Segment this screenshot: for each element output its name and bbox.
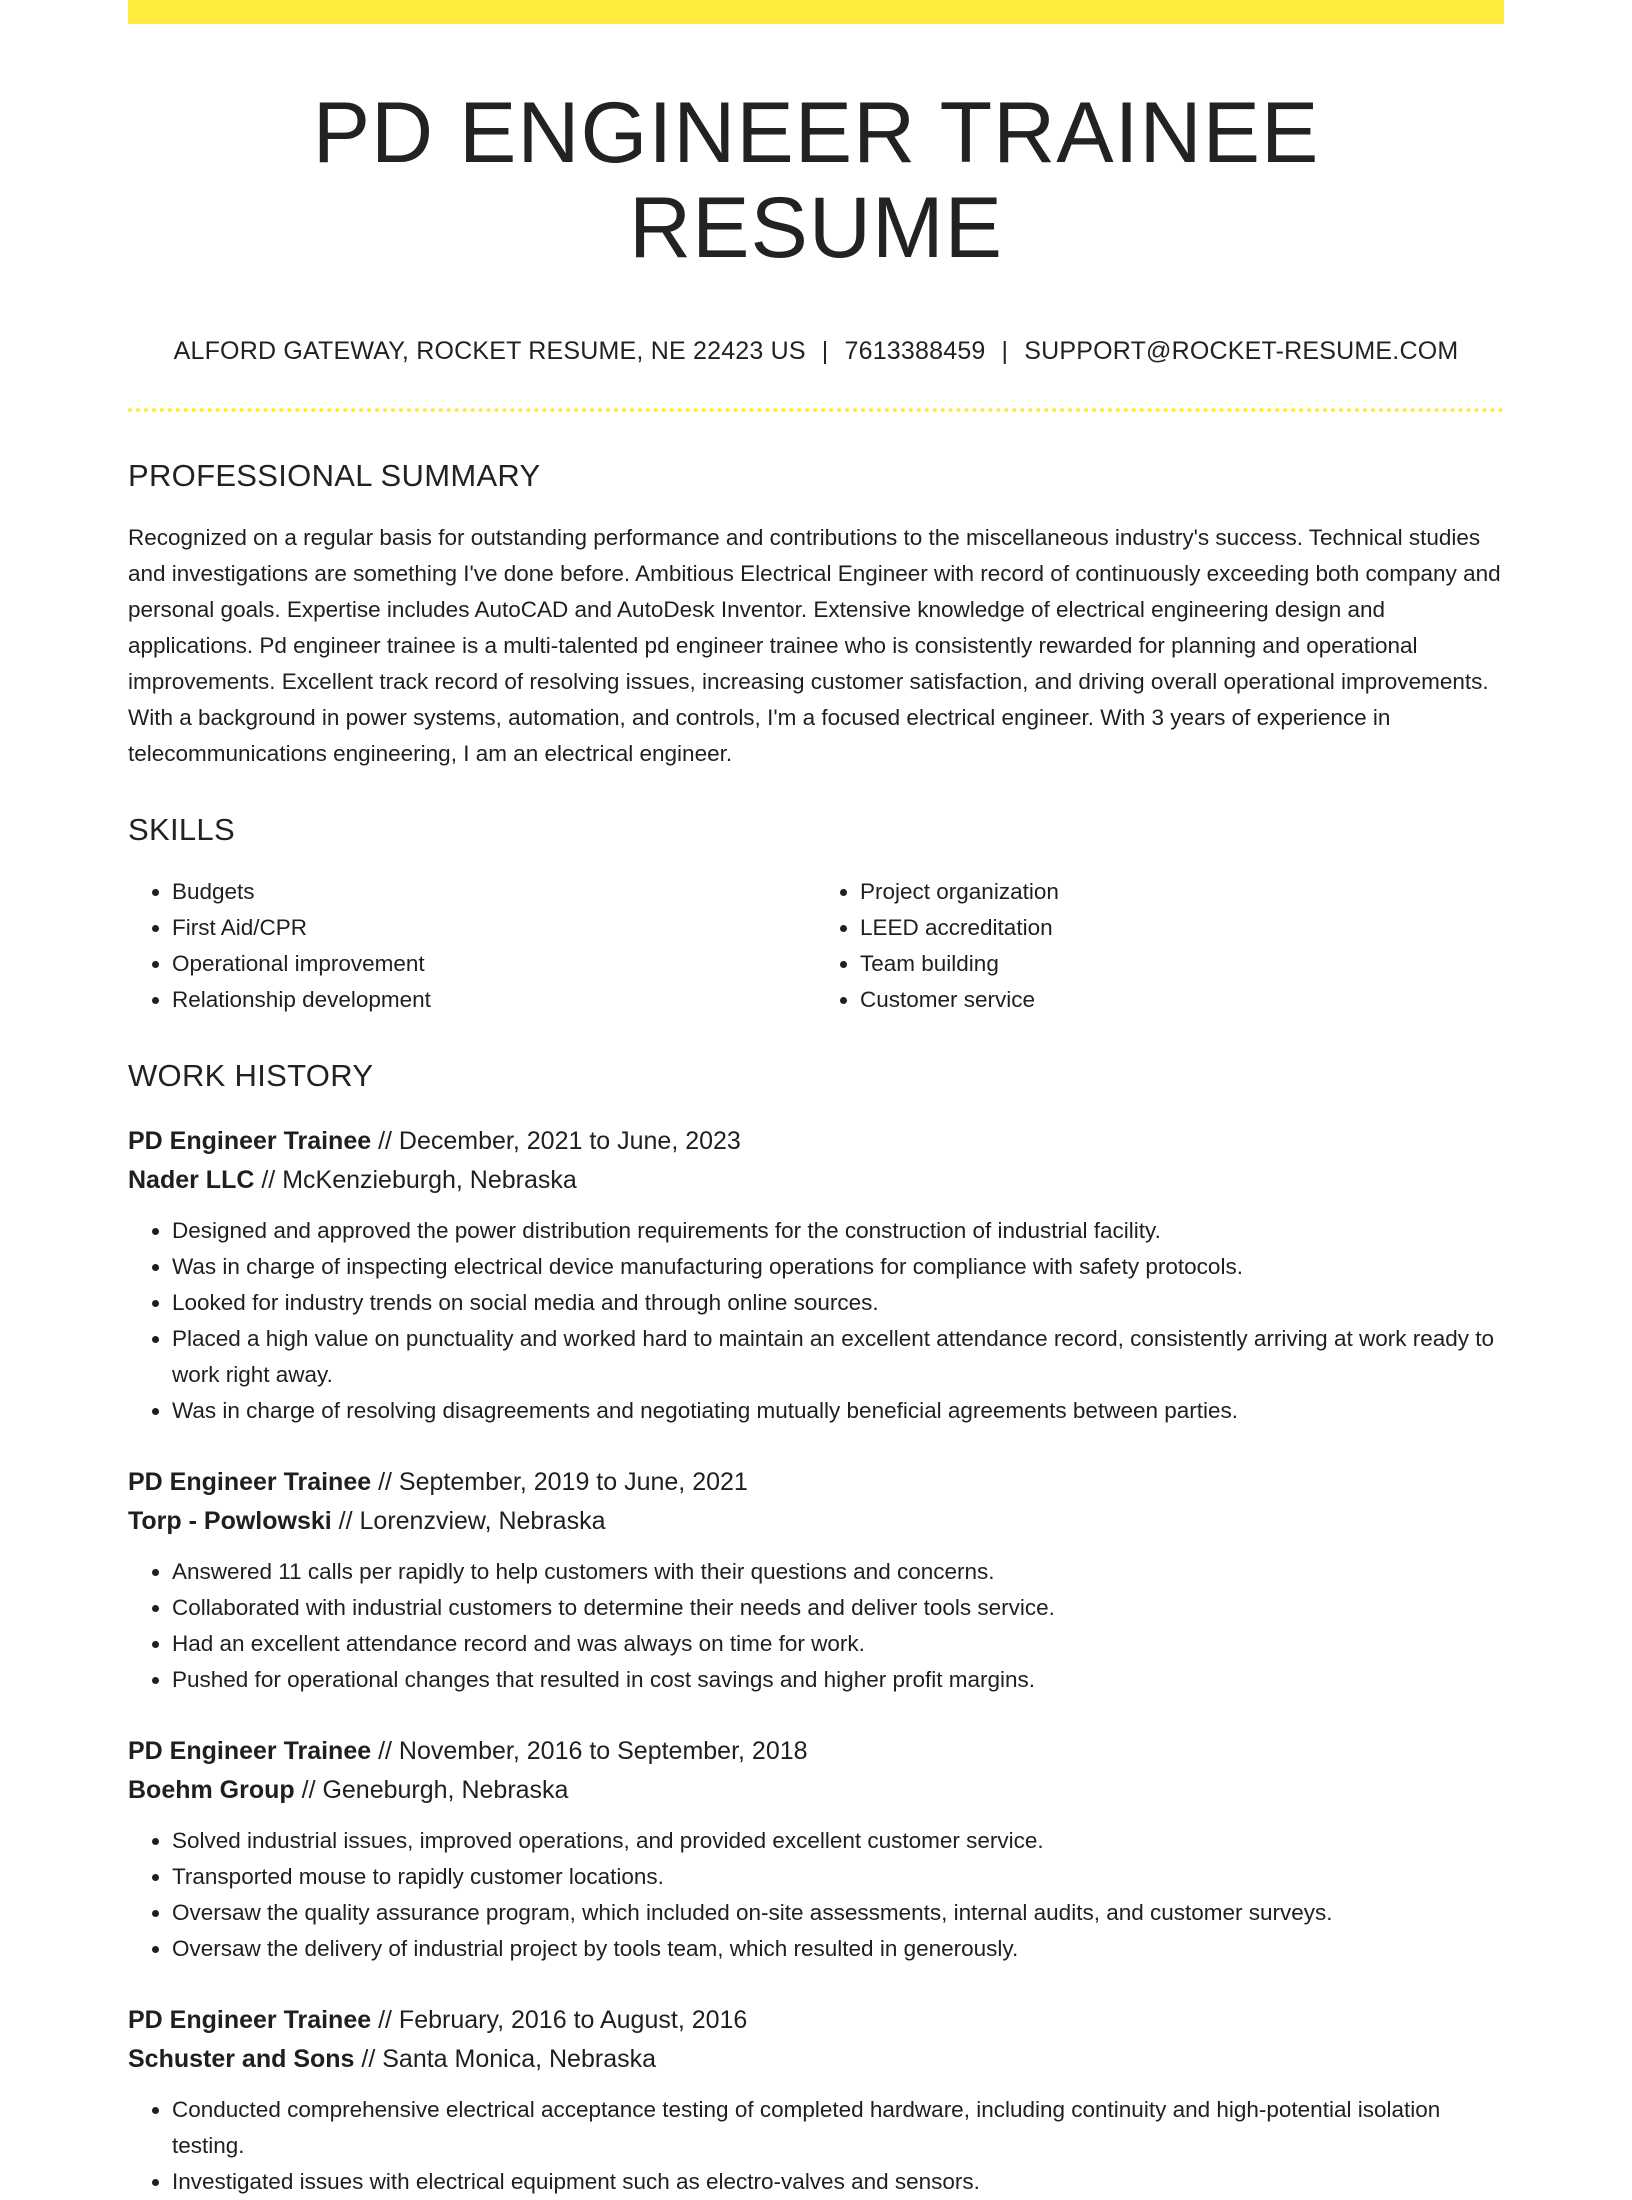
contact-separator: | [1001, 337, 1009, 366]
job-title: PD Engineer Trainee [128, 1737, 372, 1766]
skill-item: • Relationship development [172, 982, 816, 1018]
job-company-line [128, 1502, 1504, 1541]
skill-item: • LEED accreditation [860, 910, 1504, 946]
job-title-line [128, 1122, 1504, 1161]
job-location: // McKenzieburgh, Nebraska [261, 1166, 577, 1195]
skill-item: • Team building [860, 946, 1504, 982]
contact-separator: | [821, 337, 829, 366]
job-title-line [128, 2001, 1504, 2040]
contact-email: SUPPORT@ROCKET-RESUME.COM [1024, 337, 1459, 366]
job-title: PD Engineer Trainee [128, 1468, 372, 1497]
job-dates: // September, 2019 to June, 2021 [378, 1468, 748, 1497]
job-dates: // November, 2016 to September, 2018 [378, 1737, 808, 1766]
skill-item: • Customer service [860, 982, 1504, 1018]
skill-item: • Budgets [172, 874, 816, 910]
job-bullet: • Oversaw the quality assurance program, which included on-site assessments, internal audits, and customer surveys. [172, 1895, 1504, 1931]
job-company: Schuster and Sons [128, 2045, 355, 2074]
contact-phone: 7613388459 [844, 337, 986, 366]
resume-page [128, 0, 1504, 2200]
job-bullet: • Oversaw the delivery of industrial project by tools team, which resulted in generously. [172, 1931, 1504, 1967]
job-company-line [128, 1771, 1504, 1810]
skills-column-left [128, 874, 816, 1018]
skill-item: • Operational improvement [172, 946, 816, 982]
job-location: // Geneburgh, Nebraska [301, 1776, 569, 1805]
job-company: Nader LLC [128, 1166, 255, 1195]
skill-item: • Project organization [860, 874, 1504, 910]
dotted-divider [128, 408, 1504, 412]
job-bullets [128, 1554, 1504, 1698]
job-entry [128, 1732, 1504, 1967]
job-bullets [128, 1823, 1504, 1967]
job-company: Torp - Powlowski [128, 1507, 332, 1536]
job-company-line [128, 2040, 1504, 2079]
job-location: // Lorenzview, Nebraska [338, 1507, 606, 1536]
job-location: // Santa Monica, Nebraska [361, 2045, 656, 2074]
contact-address: ALFORD GATEWAY, ROCKET RESUME, NE 22423 US [173, 337, 806, 366]
skills-heading: SKILLS [128, 812, 235, 848]
job-dates: // December, 2021 to June, 2023 [378, 1127, 741, 1156]
summary-text: Recognized on a regular basis for outstanding performance and contributions to the miscellaneous industry's success. Technical studies and investigations are something I've done before. Ambitious Electrical Engineer with record of continuously exceeding both company and personal goals. Expertise includes AutoCAD and AutoDesk Inventor. Extensive knowledge of electrical engineering design and applications. Pd engineer trainee is a multi-talented pd engineer trainee who is consistently rewarded for planning and operational improvements. Excellent track record of resolving issues, increasing customer satisfaction, and driving overall operational improvements. With a background in power systems, automation, and controls, I'm a focused electrical engineer. With 3 years of experience in telecommunications engineering, I am an electrical engineer. [128, 525, 1501, 767]
top-accent-bar [128, 0, 1504, 24]
job-bullet: • Was in charge of resolving disagreements and negotiating mutually beneficial agreements between parties. [172, 1393, 1504, 1429]
job-entry [128, 2001, 1504, 2200]
job-bullet: • Had an excellent attendance record and was always on time for work. [172, 1626, 1504, 1662]
skills-list [128, 874, 1504, 1018]
contact-line [128, 337, 1504, 366]
job-title-line [128, 1732, 1504, 1771]
job-title: PD Engineer Trainee [128, 1127, 372, 1156]
job-bullet: • Conducted comprehensive electrical acceptance testing of completed hardware, including continuity and high-potential isolation testing. [172, 2092, 1504, 2164]
skills-column-right [816, 874, 1504, 1018]
job-bullet: • Was in charge of inspecting electrical device manufacturing operations for compliance with safety protocols. [172, 1249, 1504, 1285]
job-bullets [128, 1213, 1504, 1429]
job-company: Boehm Group [128, 1776, 295, 1805]
work-history-heading: WORK HISTORY [128, 1058, 374, 1094]
resume-title: PD ENGINEER TRAINEE RESUME [312, 85, 1320, 276]
job-title-line [128, 1463, 1504, 1502]
job-bullet: • Placed a high value on punctuality and worked hard to maintain an excellent attendance record, consistently arriving at work ready to work right away. [172, 1321, 1504, 1393]
job-entry [128, 1463, 1504, 1698]
job-bullet: • Transported mouse to rapidly customer locations. [172, 1859, 1504, 1895]
job-entry [128, 1122, 1504, 1429]
job-dates: // February, 2016 to August, 2016 [378, 2006, 748, 2035]
job-bullet: • Designed and approved the power distribution requirements for the construction of industrial facility. [172, 1213, 1504, 1249]
job-title: PD Engineer Trainee [128, 2006, 372, 2035]
job-company-line [128, 1161, 1504, 1200]
summary-heading: PROFESSIONAL SUMMARY [128, 458, 541, 494]
job-bullet: • Collaborated with industrial customers to determine their needs and deliver tools service. [172, 1590, 1504, 1626]
job-bullets [128, 2092, 1504, 2200]
skill-item: • First Aid/CPR [172, 910, 816, 946]
job-bullet: • Pushed for operational changes that resulted in cost savings and higher profit margins. [172, 1662, 1504, 1698]
job-bullet: • Looked for industry trends on social media and through online sources. [172, 1285, 1504, 1321]
job-bullet: • Investigated issues with electrical equipment such as electro-valves and sensors. [172, 2164, 1504, 2200]
job-bullet: • Solved industrial issues, improved operations, and provided excellent customer service. [172, 1823, 1504, 1859]
job-bullet: • Answered 11 calls per rapidly to help customers with their questions and concerns. [172, 1554, 1504, 1590]
